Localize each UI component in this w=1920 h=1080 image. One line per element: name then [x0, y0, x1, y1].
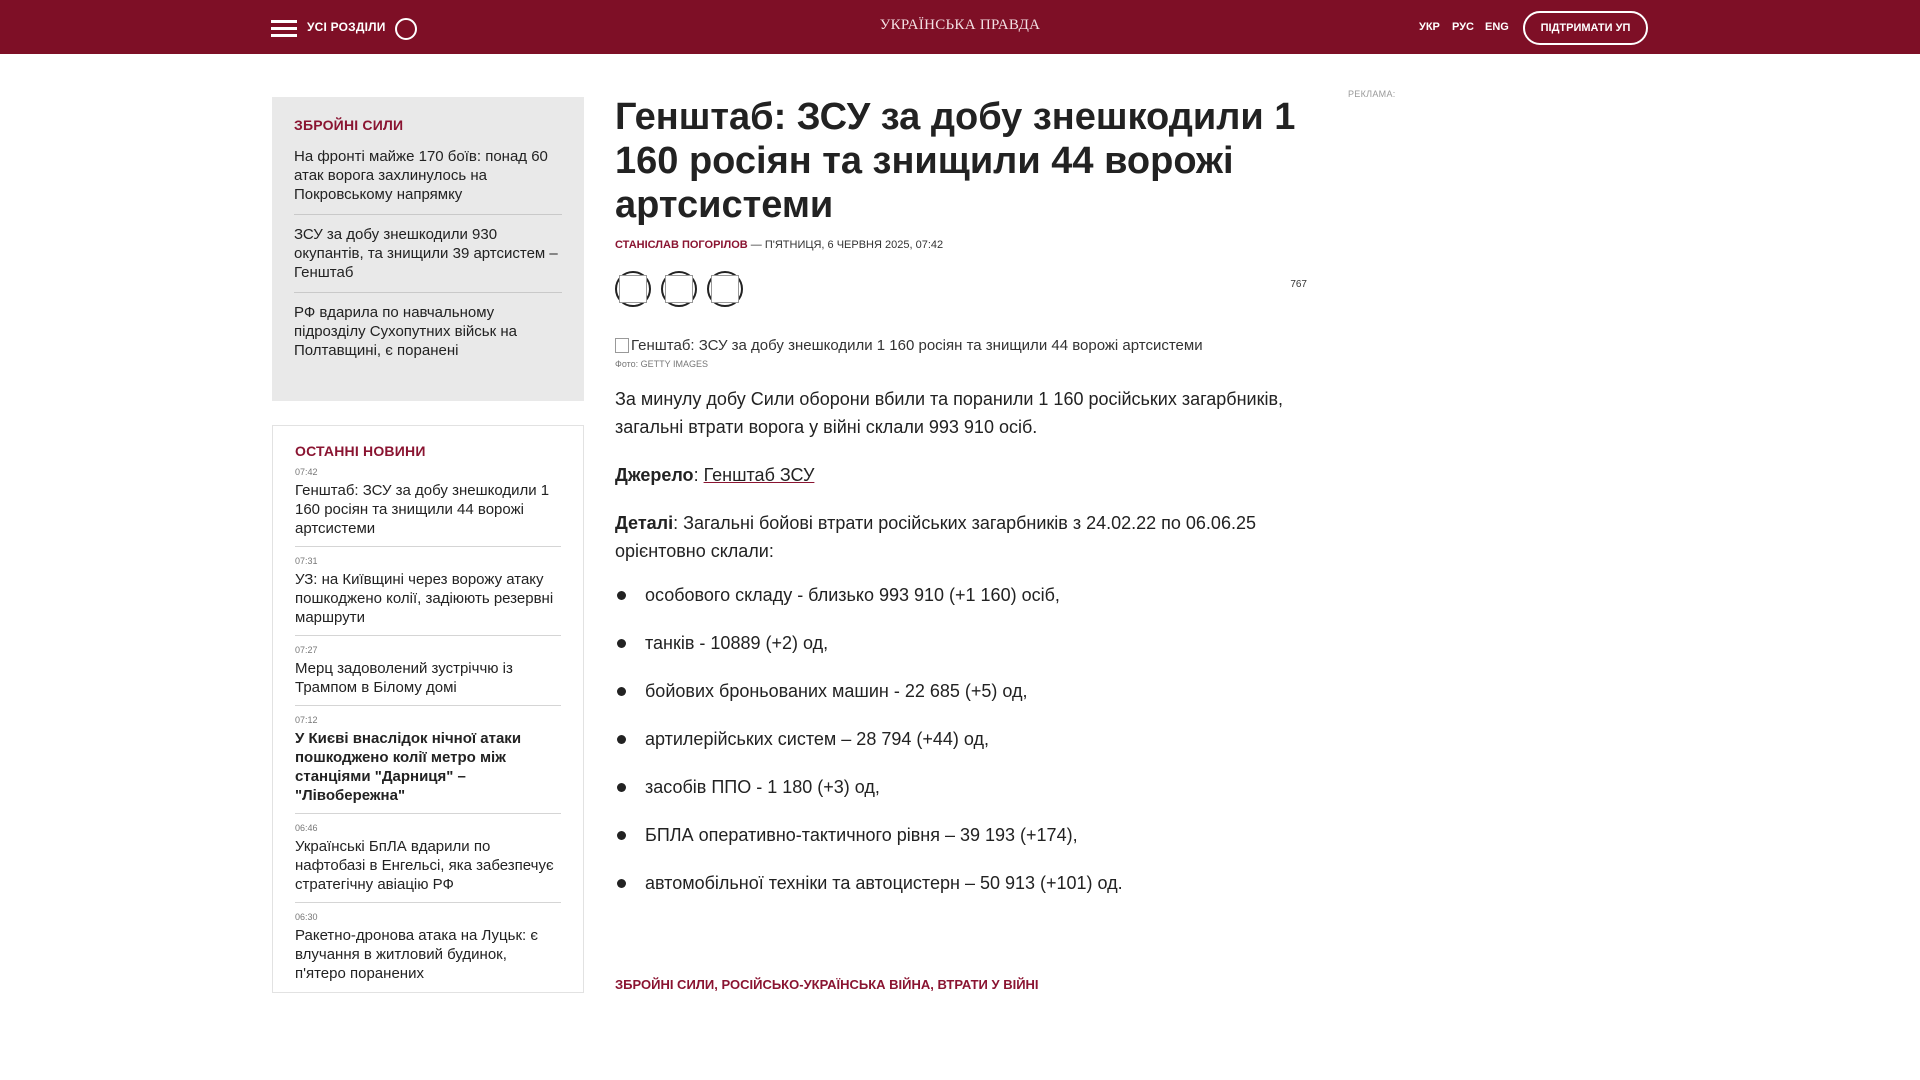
latest-news-item[interactable]	[295, 912, 561, 991]
article-tags: ЗБРОЙНІ СИЛИ, РОСІЙСЬКО-УКРАЇНСЬКА ВІЙНА, ВТРАТИ У ВІЙНІ	[615, 977, 1039, 992]
share-telegram-icon[interactable]	[707, 271, 743, 307]
article-details	[615, 509, 1315, 565]
latest-news-item[interactable]	[295, 556, 561, 636]
tag-russo-ukrainian-war[interactable]: РОСІЙСЬКО-УКРАЇНСЬКА ВІЙНА	[721, 977, 931, 992]
list-item: засобів ППО - 1 180 (+3) од,	[615, 775, 1315, 799]
list-item: артилерійських систем – 28 794 (+44) од,	[615, 727, 1315, 751]
news-headline[interactable]: Ракетно-дронова атака на Луцьк: є влучання в житловий будинок, п'ятеро поранених	[295, 927, 539, 982]
news-headline[interactable]: УЗ: на Київщині через ворожу атаку пошкоджено колії, задіюють резервні маршрути	[295, 571, 554, 626]
article-byline	[615, 239, 1315, 251]
tag-armed-forces[interactable]: ЗБРОЙНІ СИЛИ	[615, 977, 715, 992]
news-headline[interactable]: Генштаб: ЗСУ за добу знешкодили 1 160 росіян та знищили 44 ворожі артсистеми	[295, 482, 550, 537]
share-facebook-icon[interactable]	[615, 271, 651, 307]
latest-news-item[interactable]	[295, 467, 561, 547]
all-sections-link[interactable]: УСІ РОЗДІЛИ	[307, 20, 386, 34]
share-twitter-icon[interactable]	[661, 271, 697, 307]
article	[615, 95, 1315, 919]
ad-label: РЕКЛАМА:	[1348, 89, 1396, 99]
byline-separator: —	[747, 239, 765, 251]
latest-news-box	[272, 425, 584, 993]
details-text: : Загальні бойові втрати російських загарбників з 24.02.22 по 06.06.25 орієнтовно склали:	[615, 513, 1256, 561]
news-time: 07:27	[295, 645, 318, 655]
latest-news-item[interactable]	[295, 823, 561, 903]
latest-news-title[interactable]: ОСТАННІ НОВИНИ	[295, 443, 426, 459]
source-label: Джерело	[615, 465, 694, 485]
photo-credit: Фото: GETTY IMAGES	[615, 359, 709, 369]
news-headline[interactable]: У Києві внаслідок нічної атаки пошкоджено колії метро між станціями "Дарниця" – "Лівобережна"	[295, 730, 522, 804]
support-button[interactable]: ПІДТРИМАТИ УП	[1523, 11, 1648, 45]
news-time: 06:30	[295, 912, 318, 922]
list-item: автомобільної техніки та автоцистерн – 50 913 (+101) од.	[615, 871, 1315, 895]
latest-news-item[interactable]	[295, 715, 561, 814]
list-item: танків - 10889 (+2) од,	[615, 631, 1315, 655]
share-row	[615, 267, 1315, 311]
forces-news-item[interactable]: На фронті майже 170 боїв: понад 60 атак ворога захлинулось на Покровському напрямку	[294, 147, 562, 215]
search-icon[interactable]	[393, 17, 419, 41]
news-time: 07:42	[295, 467, 318, 477]
list-item: бойових броньованих машин - 22 685 (+5) од,	[615, 679, 1315, 703]
publish-date: П'ЯТНИЦЯ, 6 ЧЕРВНЯ 2025, 07:42	[764, 239, 944, 251]
armed-forces-title[interactable]: ЗБРОЙНІ СИЛИ	[294, 117, 404, 133]
latest-news-item[interactable]	[295, 645, 561, 706]
news-time: 06:46	[295, 823, 318, 833]
article-headline: Генштаб: ЗСУ за добу знешкодили 1 160 росіян та знищили 44 ворожі артсистеми	[615, 96, 1296, 226]
article-source: Джерело: Генштаб ЗСУ	[615, 465, 815, 485]
image-alt-text: Генштаб: ЗСУ за добу знешкодили 1 160 росіян та знищили 44 ворожі артсистеми	[631, 337, 1203, 354]
top-navigation-bar	[0, 0, 1920, 54]
news-headline[interactable]: Українські БпЛА вдарили по нафтобазі в Енгельсі, яка забезпечує стратегічну авіацію РФ	[295, 838, 554, 893]
site-logo[interactable]: УКРАЇНСЬКА ПРАВДА	[879, 17, 1041, 33]
forces-news-item[interactable]: РФ вдарила по навчальному підрозділу Сухопутних військ на Полтавщині, є поранені	[294, 304, 517, 359]
news-time: 07:31	[295, 556, 318, 566]
lang-ukr[interactable]: УКР	[1419, 21, 1440, 33]
author-link[interactable]: СТАНІСЛАВ ПОГОРІЛОВ	[615, 239, 748, 251]
tag-war-losses[interactable]: ВТРАТИ У ВІЙНІ	[937, 977, 1039, 992]
broken-image-icon	[615, 338, 629, 353]
article-main-image	[615, 337, 1315, 354]
armed-forces-box	[272, 97, 584, 401]
losses-list	[615, 583, 1315, 895]
list-item: особового складу - близько 993 910 (+1 160) осіб,	[615, 583, 1315, 607]
menu-icon[interactable]	[271, 20, 297, 38]
list-item: БПЛА оперативно-тактичного рівня – 39 193 (+174),	[615, 823, 1315, 847]
details-label: Деталі	[615, 513, 674, 533]
forces-news-item[interactable]: ЗСУ за добу знешкодили 930 окупантів, та знищили 39 артсистем – Генштаб	[294, 225, 562, 293]
article-lead: За минулу добу Сили оборони вбили та поранили 1 160 російських загарбників, загальні втрати ворога у війні склали 993 910 осіб.	[615, 389, 1284, 437]
lang-eng[interactable]: ENG	[1485, 21, 1509, 33]
news-time: 07:12	[295, 715, 318, 725]
source-link[interactable]: Генштаб ЗСУ	[703, 465, 815, 485]
lang-rus[interactable]: РУС	[1452, 21, 1474, 33]
views-count: 767	[1290, 279, 1307, 290]
news-headline[interactable]: Мерц задоволений зустріччю із Трампом в Білому домі	[295, 660, 513, 696]
